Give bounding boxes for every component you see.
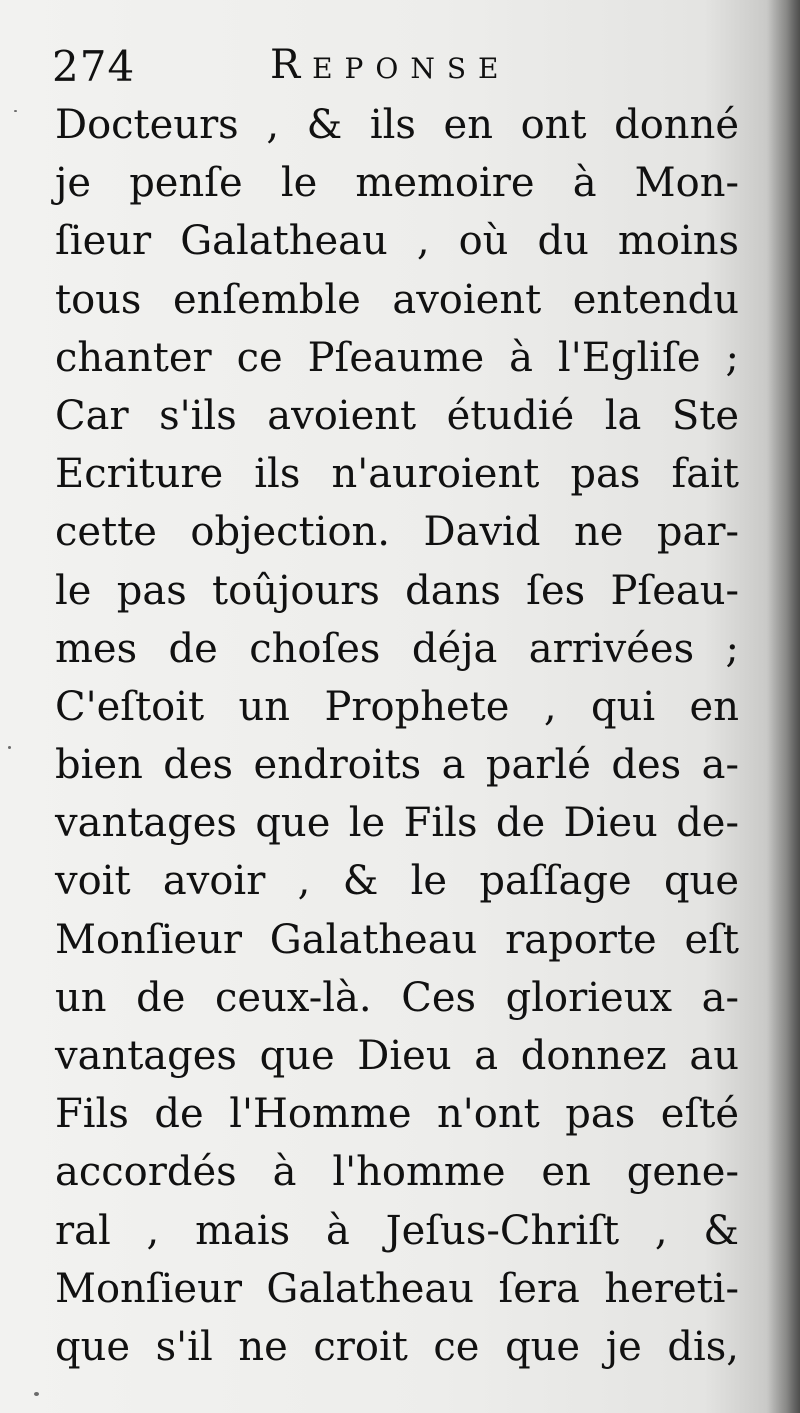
- text-line: C'eſtoit un Prophete , qui en: [55, 683, 739, 730]
- spine-shadow: [766, 0, 800, 1413]
- text-line: vantages que Dieu a donnez au: [55, 1033, 739, 1079]
- body-text: [55, 96, 739, 1376]
- text-line: voit avoir , & le paſſage que: [55, 858, 739, 905]
- text-line: un de ceux-là. Ces glorieux a-: [55, 974, 739, 1021]
- text-line: mes de choſes déja arrivées ;: [55, 625, 739, 672]
- paper-speck: [8, 746, 11, 749]
- text-line: ral , mais à Jeſus-Chriſt , &: [55, 1207, 739, 1254]
- text-line: accordés à l'homme en gene-: [55, 1149, 739, 1196]
- paper-speck: [14, 110, 17, 112]
- text-line: Ecriture ils n'auroient pas fait: [55, 451, 739, 498]
- paper-speck: [34, 1392, 39, 1396]
- text-line: le pas toûjours dans ſes Pſeau-: [55, 567, 739, 614]
- page-number: 274: [52, 42, 136, 91]
- text-line: Fils de l'Homme n'ont pas eſté: [55, 1091, 739, 1138]
- text-line: tous enſemble avoient entendu: [55, 276, 739, 323]
- text-line: chanter ce Pſeaume à l'Egliſe ;: [55, 334, 739, 381]
- text-line: vantages que le Fils de Dieu de-: [55, 800, 739, 847]
- text-line: Docteurs , & ils en ont donné: [55, 102, 739, 148]
- text-line: bien des endroits a parlé des a-: [55, 742, 739, 789]
- text-line: Monſieur Galatheau raporte eſt: [55, 916, 739, 963]
- text-line: je penſe le memoire à Mon-: [55, 160, 739, 207]
- text-line: que s'il ne croit ce que je dis,: [55, 1323, 739, 1370]
- text-line: cette objection. David ne par-: [55, 509, 739, 556]
- text-line: Monſieur Galatheau ſera hereti-: [55, 1265, 739, 1312]
- text-line: ſieur Galatheau , où du moins: [55, 218, 739, 265]
- page-header: [52, 38, 752, 98]
- running-head: Reponse: [270, 42, 511, 88]
- text-line: Car s'ils avoient étudié la Ste: [55, 392, 739, 439]
